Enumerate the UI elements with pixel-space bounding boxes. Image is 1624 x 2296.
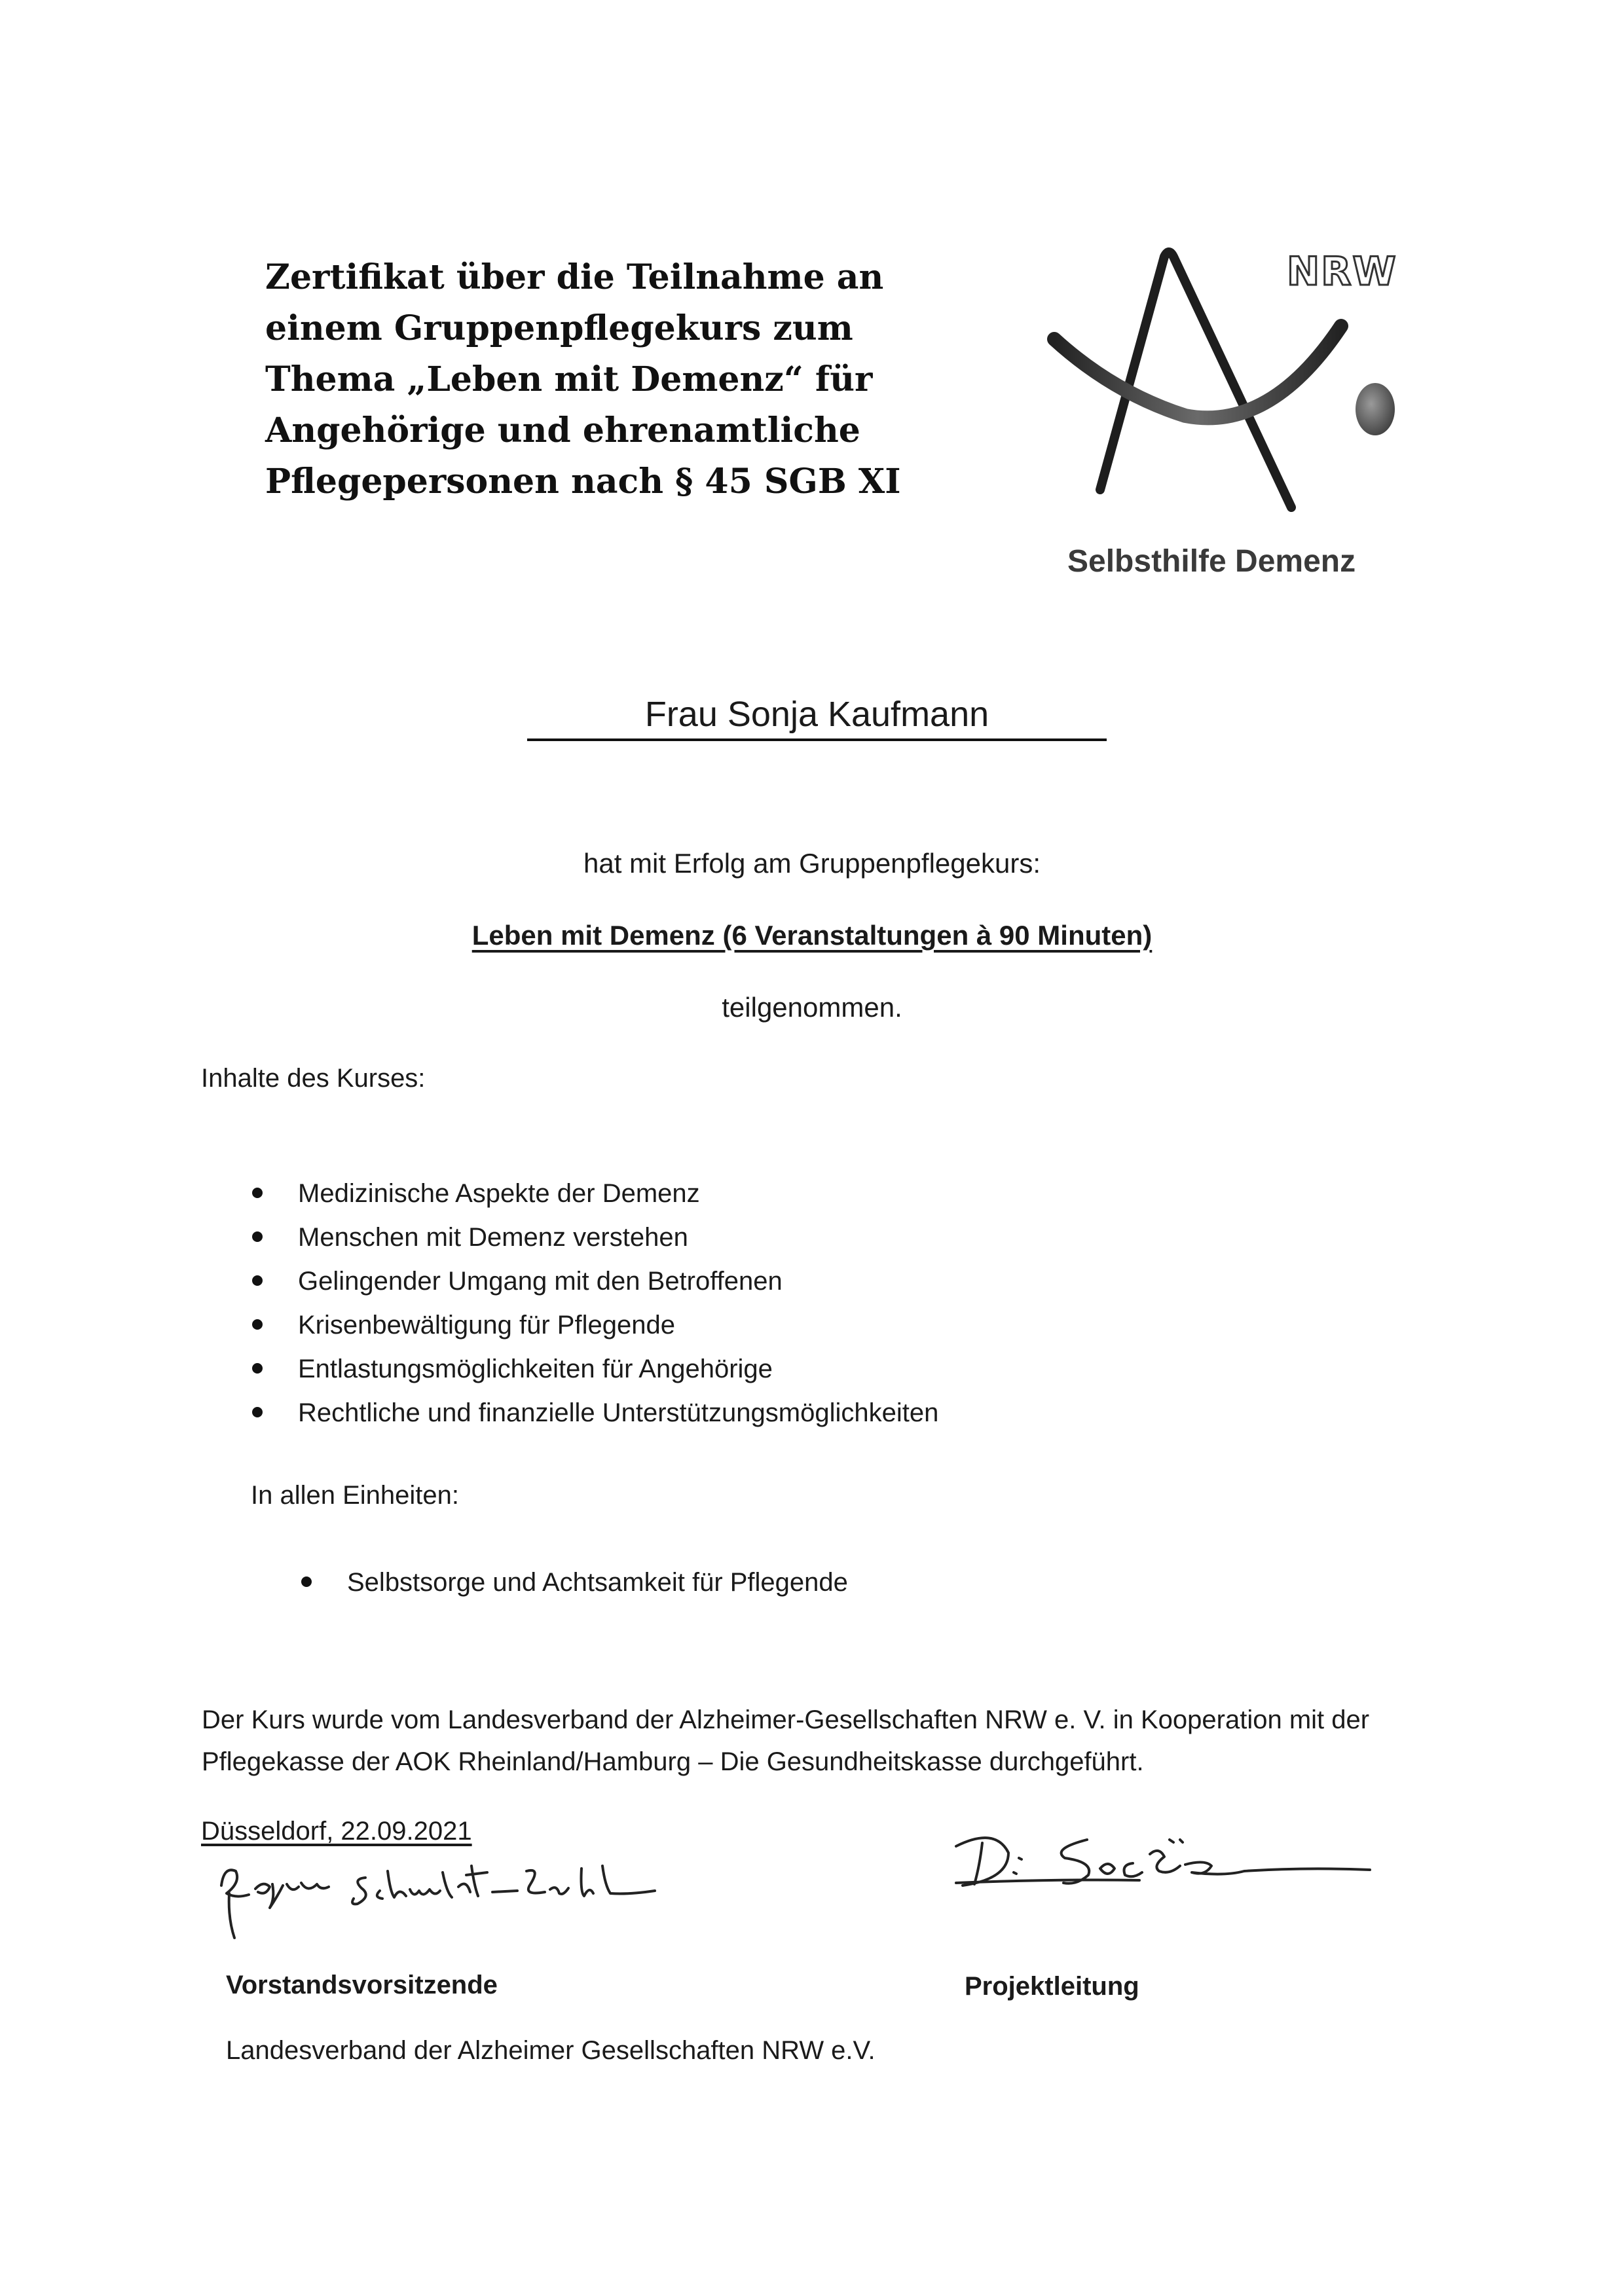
intro-text: hat mit Erfolg am Gruppenpflegekurs: <box>583 848 1041 879</box>
certificate-title <box>265 252 953 507</box>
list-item: Gelingender Umgang mit den Betroffenen <box>298 1265 938 1309</box>
signature-left-image <box>210 1853 681 1951</box>
signature-right-image <box>936 1820 1395 1918</box>
place-date: Düsseldorf, 22.09.2021 <box>201 1817 472 1846</box>
course-title: Leben mit Demenz (6 Veranstaltungen à 90 Minuten) <box>471 920 1153 951</box>
contents-list <box>298 1177 938 1440</box>
title-line: Thema „Leben mit Demenz“ für <box>265 359 873 399</box>
right-signature-role: Projektleitung <box>965 1972 1139 2001</box>
paragraph-line: Der Kurs wurde vom Landesverband der Alzheimer-Gesellschaften NRW e. V. in Kooperation mit der <box>202 1705 1370 1734</box>
organization-name: Landesverband der Alzheimer Gesellschaften NRW e.V. <box>226 2036 876 2065</box>
list-item: Entlastungsmöglichkeiten für Angehörige <box>298 1353 938 1396</box>
title-line: Angehörige und ehrenamtliche <box>265 410 860 450</box>
list-item: Medizinische Aspekte der Demenz <box>298 1177 938 1221</box>
left-signature-role: Vorstandsvorsitzende <box>226 1971 498 1999</box>
logo-subtitle: Selbsthilfe Demenz <box>1067 544 1356 579</box>
selbsthilfe-demenz-logo <box>1035 242 1428 524</box>
title-line: Zertifikat über die Teilnahme an <box>265 257 884 297</box>
cooperation-text <box>202 1699 1479 1783</box>
list-item: Selbstsorge und Achtsamkeit für Pflegende <box>347 1566 848 1610</box>
list-item: Menschen mit Demenz verstehen <box>298 1221 938 1265</box>
list-item: Rechtliche und finanzielle Unterstützungsmöglichkeiten <box>298 1396 938 1440</box>
title-line: Pflegepersonen nach § 45 SGB XI <box>265 462 901 501</box>
nrw-badge: NRW <box>1287 249 1397 295</box>
contents-heading: Inhalte des Kurses: <box>201 1064 426 1093</box>
list-item: Krisenbewältigung für Pflegende <box>298 1309 938 1353</box>
participated-text: teilgenommen. <box>722 992 902 1023</box>
all-units-heading: In allen Einheiten: <box>251 1481 460 1510</box>
paragraph-line: Pflegekasse der AOK Rheinland/Hamburg – Die Gesundheitskasse durchgeführt. <box>202 1747 1144 1776</box>
recipient-name: Frau Sonja Kaufmann <box>527 694 1107 741</box>
title-line: einem Gruppenpflegekurs zum <box>265 308 853 348</box>
all-units-list <box>347 1566 848 1610</box>
